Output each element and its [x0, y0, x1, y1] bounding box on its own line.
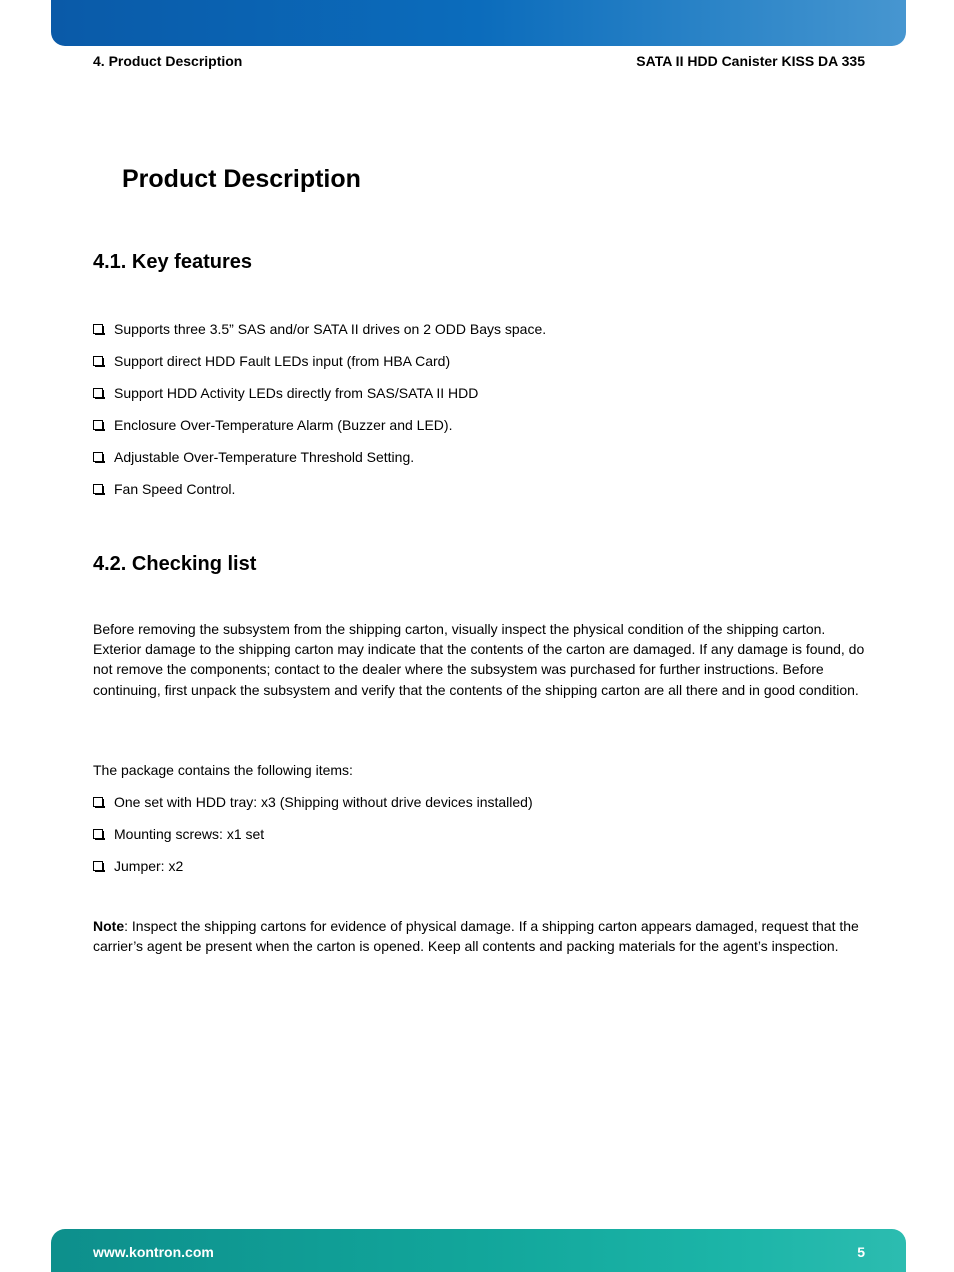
list-item	[93, 384, 546, 416]
key-features-list	[93, 320, 546, 512]
checking-list-intro: Before removing the subsystem from the shipping carton, visually inspect the physical condition of the shipping carton. Exterior damage to the shipping carton may indicate that the contents of the carton are damaged. If any damage is found, do not remove the components; contact to the dealer where the subsystem was purchased for further instructions. Before continuing, first unpack the subsystem and verify that the contents of the shipping carton are all there and in good condition.	[93, 621, 865, 698]
list-item-text: Fan Speed Control.	[114, 481, 236, 497]
list-item-text: Supports three 3.5” SAS and/or SATA II drives on 2 ODD Bays space.	[114, 321, 547, 337]
checkbox-bullet-icon	[93, 484, 103, 494]
checkbox-bullet-icon	[93, 420, 103, 430]
list-item-text: Enclosure Over-Temperature Alarm (Buzzer and LED).	[114, 417, 453, 433]
package-items-list	[93, 793, 533, 889]
checkbox-bullet-icon	[93, 356, 103, 366]
package-intro: The package contains the following items:	[93, 762, 353, 778]
checkbox-bullet-icon	[93, 861, 103, 871]
list-item-text: Jumper: x2	[114, 858, 184, 874]
running-header-title: SATA II HDD Canister KISS DA 335	[636, 53, 865, 69]
note-label: Note	[93, 918, 125, 934]
list-item	[93, 320, 546, 352]
list-item-text: Support HDD Activity LEDs directly from SAS/SATA II HDD	[114, 385, 479, 401]
list-item	[93, 416, 546, 448]
list-item	[93, 480, 546, 512]
checkbox-bullet-icon	[93, 797, 103, 807]
list-item-text: One set with HDD tray: x3 (Shipping without drive devices installed)	[114, 794, 533, 810]
list-item-text: Support direct HDD Fault LEDs input (from HBA Card)	[114, 353, 451, 369]
running-header-chapter: 4. Product Description	[93, 53, 243, 69]
checkbox-bullet-icon	[93, 324, 103, 334]
section-title-checking-list: 4.2. Checking list	[93, 553, 257, 575]
header-banner	[51, 0, 906, 46]
list-item	[93, 448, 546, 480]
checkbox-bullet-icon	[93, 452, 103, 462]
list-item	[93, 793, 533, 825]
note-text: : Inspect the shipping cartons for evidence of physical damage. If a shipping carton appears damaged, request that the carrier’s agent be present when the carton is opened. Keep all contents and packing materials for the agent’s inspection.	[93, 918, 859, 955]
checkbox-bullet-icon	[93, 829, 103, 839]
list-item-text: Adjustable Over-Temperature Threshold Setting.	[114, 449, 415, 465]
section-title-key-features: 4.1. Key features	[93, 251, 252, 273]
list-item	[93, 352, 546, 384]
note-paragraph	[93, 916, 868, 956]
list-item	[93, 857, 533, 889]
page-number: 5	[857, 1244, 865, 1260]
chapter-title: Product Description	[122, 165, 361, 193]
list-item-text: Mounting screws: x1 set	[114, 826, 265, 842]
checkbox-bullet-icon	[93, 388, 103, 398]
footer-url: www.kontron.com	[93, 1244, 214, 1260]
list-item	[93, 825, 533, 857]
